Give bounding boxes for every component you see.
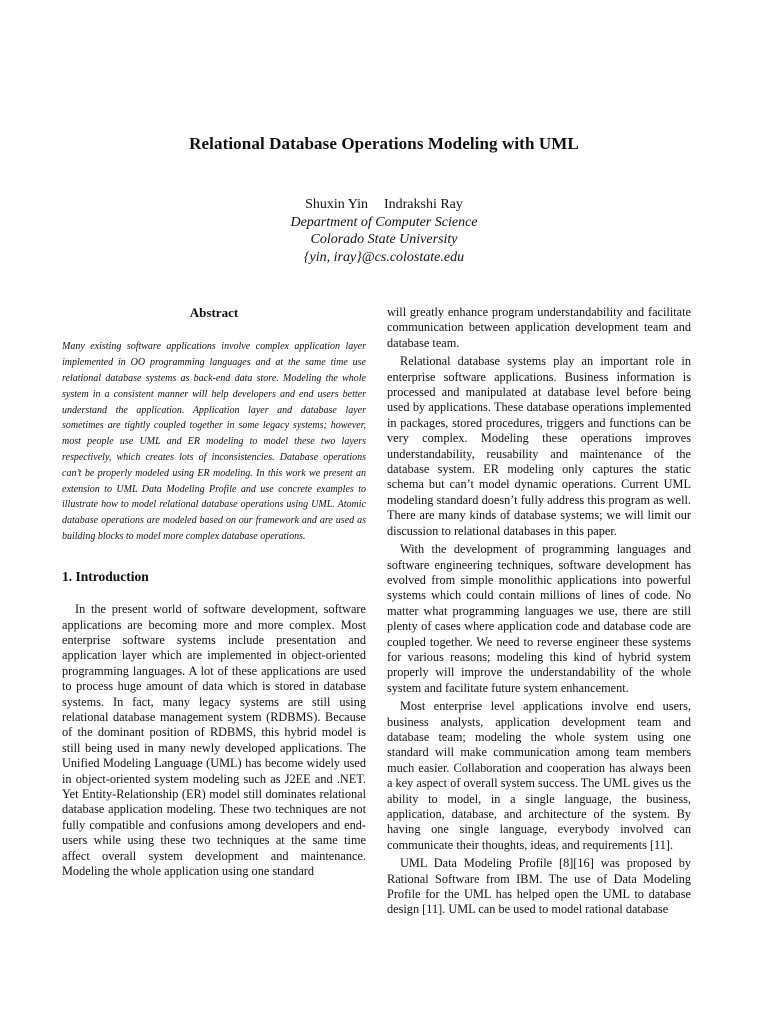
right-column xyxy=(387,305,691,918)
author-names xyxy=(0,196,768,214)
left-column xyxy=(62,305,366,879)
abstract-heading: Abstract xyxy=(189,305,239,320)
author-name: Indrakshi Ray xyxy=(383,197,463,212)
body-paragraph: In the present world of software development, software applications are becoming more and more complex. Most enterprise software systems include presentation and application layer which are implemented in object-oriented programming languages. A lot of these applications are used to process huge amount of data which is stored in database systems. In fact, many legacy systems are still using relational database management system (RDBMS). Because of the dominant position of RDBMS, this hybrid model is still being used in many newly developed applications. The Unified Modeling Language (UML) has become widely used in object-oriented system modeling such as J2EE and .NET. Yet Entity-Relationship (ER) model still dominates relational database application modeling. These two techniques are not fully compatible and confusions among developers and end-users while using these two techniques at the same time affect overall system development and maintenance. Modeling the whole application using one standard xyxy=(62,602,366,879)
body-paragraph: will greatly enhance program understandability and facilitate communication between application development team and database team. xyxy=(387,305,691,350)
abstract-text: Many existing software applications involve complex application layer implemented in OO programming languages and at the same time use relational database systems as back-end data store. Modeling the whole system in a consistent manner will help developers and end users better understand the application. Application layer and database layer sometimes are tightly coupled together in some legacy systems; however, most people use UML and ER modeling to model these two layers respectively, which creates lots of inconsistencies. Database operations can’t be properly modeled using ER modeling. In this work we present an extension to UML Data Modeling Profile and use concrete examples to illustrate how to model relational database operations using UML. Atomic database operations are modeled based on our framework and are used as building blocks to model more complex database operations. xyxy=(62,341,366,542)
section-heading-introduction: 1. Introduction xyxy=(62,568,149,584)
author-university: Colorado State University xyxy=(310,232,458,247)
author-department: Department of Computer Science xyxy=(290,214,478,230)
author-email: {yin, iray}@cs.colostate.edu xyxy=(303,249,465,265)
author-name: Shuxin Yin xyxy=(305,197,368,212)
body-paragraph: UML Data Modeling Profile [8][16] was proposed by Rational Software from IBM. The use of Data Modeling Profile for the UML has helped open the UML to database design [11]. UML can be used to model rational database xyxy=(387,856,691,917)
body-paragraph: Most enterprise level applications involve end users, business analysts, application development team and database team; modeling the whole system using one standard will make communication among team members much easier. Collaboration and cooperation has always been a key aspect of overall system success. The UML gives us the ability to model, in a single language, the business, application, database, and architecture of the system. By having one single language, everybody involved can communicate their thoughts, ideas, and requirements [11]. xyxy=(387,699,691,852)
body-paragraph: Relational database systems play an important role in enterprise software applications. Business information is processed and manipulated at database level before being used by applications. These database operations implemented in packages, stored procedures, triggers and functions can be very complex. Modeling these operations improves understandability, reusability and maintenance of the database system. ER modeling only captures the static schema but can’t model dynamic operations. Current UML modeling standard doesn’t fully address this program as well. There are many kinds of database systems; we will limit our discussion to relational databases in this paper. xyxy=(387,354,691,538)
paper-title: Relational Database Operations Modeling with UML xyxy=(189,134,579,153)
author-block xyxy=(0,196,768,266)
body-paragraph: With the development of programming languages and software engineering techniques, software development has evolved from simple monolithic applications into powerful systems which could contain millions of lines of code. No matter what programming languages we use, there are still plenty of cases where application code and database code are coupled together. We need to reverse engineer these systems for various reasons; modeling this kind of hybrid system properly will improve the understandability of the whole system and facilitate future system enhancement. xyxy=(387,542,691,695)
